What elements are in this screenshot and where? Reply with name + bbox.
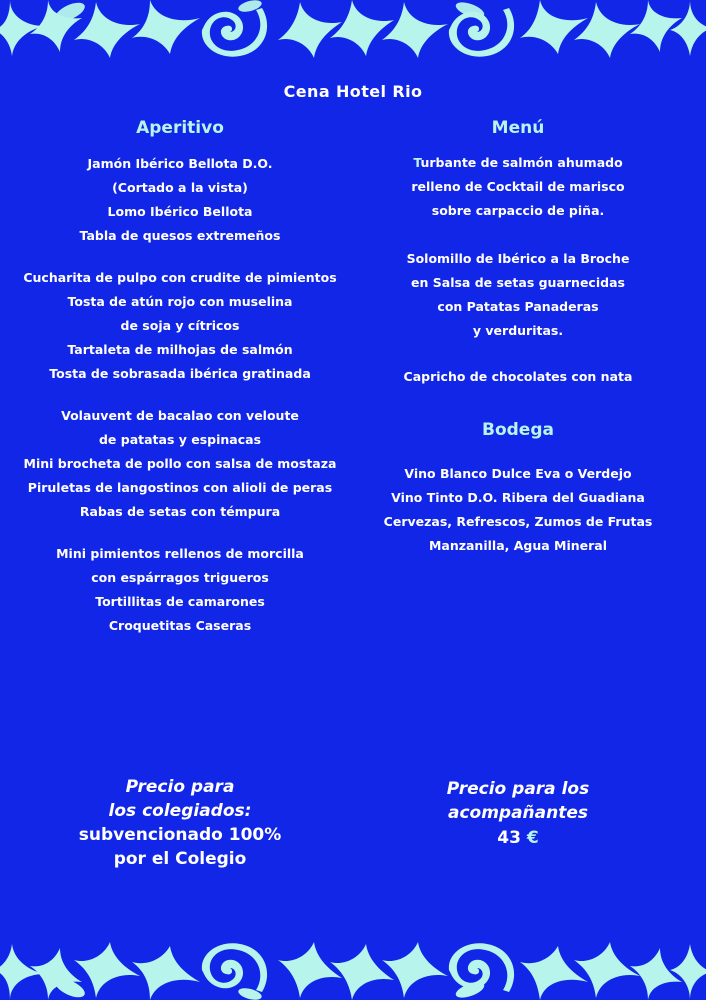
menu-line: (Cortado a la vista) (112, 180, 248, 195)
price-value: 43 (497, 828, 521, 848)
bodega-heading: Bodega (482, 420, 554, 440)
menu-line: sobre carpaccio de piña. (431, 203, 605, 218)
menu-line: Volauvent de bacalao con veloute (61, 408, 299, 423)
menu-line: y verduritas. (472, 323, 564, 338)
menu-line: Tartaleta de milhojas de salmón (67, 342, 293, 357)
page-title: Cena Hotel Rio (283, 82, 423, 101)
menu-heading: Menú (491, 118, 545, 138)
menu-group-2 (348, 247, 688, 343)
price-line: acompañantes (447, 803, 589, 823)
ornament-top-decoration (0, 0, 706, 62)
menu-column (348, 118, 688, 407)
menu-line: Solomillo de Ibérico a la Broche (406, 251, 630, 266)
bodega-section (348, 420, 688, 576)
bodega-list (348, 462, 688, 558)
aperitivo-group-1 (10, 152, 350, 248)
menu-line: Capricho de chocolates con nata (403, 369, 633, 384)
price-line: los colegiados: (108, 801, 252, 821)
price-amount (348, 825, 688, 851)
menu-line-initial: T (413, 155, 421, 170)
menu-line: de patatas y espinacas (98, 432, 262, 447)
menu-line: Rabas de setas con témpura (79, 504, 281, 519)
menu-line: Piruletas de langostinos con alioli de peras (27, 480, 333, 495)
menu-line: Mini pimientos rellenos de morcilla (56, 546, 304, 561)
menu-line: Turbante de salmón ahumado (413, 155, 623, 170)
menu-line: Mini brocheta de pollo con salsa de mostaza (23, 456, 337, 471)
aperitivo-heading: Aperitivo (136, 118, 224, 138)
bodega-line: Cervezas, Refrescos, Zumos de Frutas (383, 514, 653, 529)
currency-symbol: € (526, 828, 539, 848)
bodega-line: Vino Tinto D.O. Ribera del Guadiana (391, 490, 645, 505)
menu-line: con Patatas Panaderas (437, 299, 599, 314)
menu-line: Tortillitas de camarones (95, 594, 265, 609)
aperitivo-column (10, 118, 350, 656)
menu-line: Tosta de atún rojo con muselina (67, 294, 293, 309)
price-line: Precio para los (446, 779, 590, 799)
menu-line: de soja y cítricos (120, 318, 240, 333)
menu-line: Tosta de sobrasada ibérica gratinada (49, 366, 311, 381)
aperitivo-group-3 (10, 404, 350, 524)
menu-line: Tabla de quesos extremeños (79, 228, 281, 243)
menu-line: Croquetitas Caseras (108, 618, 252, 633)
price-colegiados (10, 775, 350, 871)
price-line: subvencionado 100% (78, 825, 282, 845)
menu-line: Lomo Ibérico Bellota (107, 204, 253, 219)
menu-line: en Salsa de setas guarnecidas (411, 275, 625, 290)
ornament-bottom-decoration (0, 930, 706, 1000)
price-line: Precio para (125, 777, 235, 797)
menu-line: relleno de Cocktail de marisco (411, 179, 625, 194)
price-acompanantes (348, 777, 688, 851)
bodega-line: Vino Blanco Dulce Eva o Verdejo (404, 466, 632, 481)
menu-line: Cucharita de pulpo con crudite de pimientos (23, 270, 337, 285)
menu-line: con espárragos trigueros (91, 570, 269, 585)
aperitivo-group-2 (10, 266, 350, 386)
bodega-line: Manzanilla, Agua Mineral (428, 538, 608, 553)
menu-group-1 (348, 151, 688, 223)
price-line: por el Colegio (113, 849, 247, 869)
aperitivo-group-4 (10, 542, 350, 638)
menu-line: Jamón Ibérico Bellota D.O. (87, 156, 273, 171)
menu-group-3 (348, 365, 688, 389)
